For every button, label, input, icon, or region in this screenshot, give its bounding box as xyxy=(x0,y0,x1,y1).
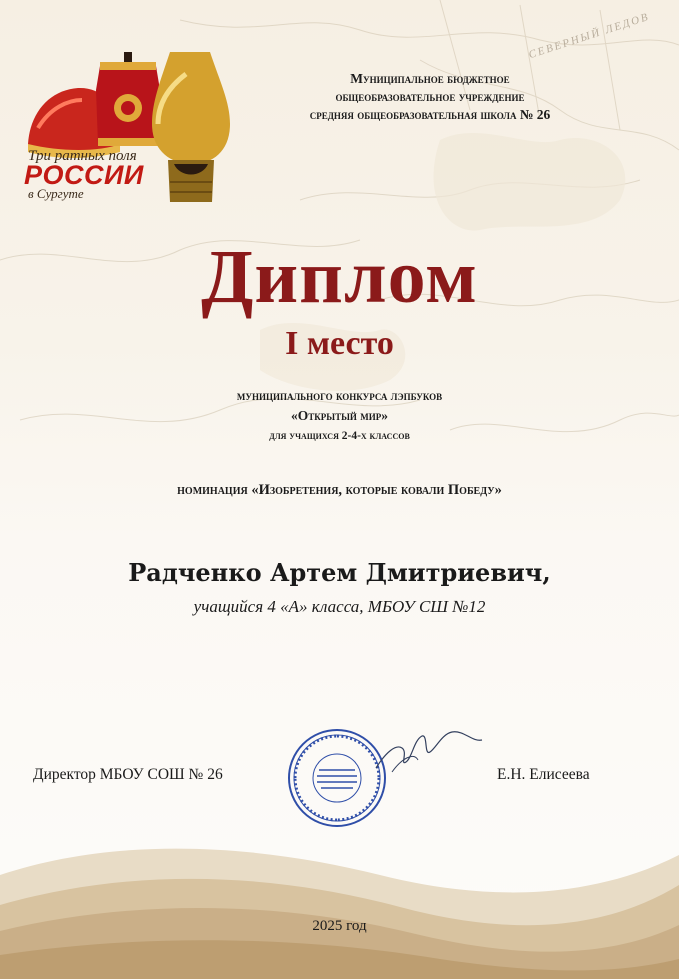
bottom-decorative-wave xyxy=(0,835,679,979)
recipient-details: учащийся 4 «А» класса, МБОУ СШ №12 xyxy=(193,597,486,616)
director-signature xyxy=(372,722,484,782)
nomination: номинация «Изобретения, которые ковали Победу» xyxy=(177,482,502,498)
diploma-title: Диплом xyxy=(201,235,478,319)
contest-line2: «Открытый мир» xyxy=(290,408,389,423)
contest-block xyxy=(0,386,679,446)
signatory-name: Е.Н. Елисеева xyxy=(497,766,590,783)
award-year: 2025 год xyxy=(312,918,367,934)
org-line1: Муниципальное бюджетное xyxy=(350,71,510,86)
org-line2: общеобразовательное учреждение xyxy=(335,89,525,104)
map-label-ocean: СЕВЕРНЫЙ ЛЕДОВ xyxy=(527,10,652,62)
place-award: I место xyxy=(285,325,394,362)
logo-text-line2: РОССИИ xyxy=(24,160,144,190)
contest-line1: муниципального конкурса лэпбуков xyxy=(236,388,443,403)
recipient-name: Радченко Артем Дмитриевич, xyxy=(128,558,551,587)
signatory-position: Директор МБОУ СОШ № 26 xyxy=(33,766,223,783)
contest-line3: для учащихся 2-4-х классов xyxy=(269,430,410,442)
organization-header xyxy=(230,70,630,124)
org-line3: средняя общеобразовательная школа № 26 xyxy=(309,107,551,122)
logo-text-line3: в Сургуте xyxy=(28,186,84,201)
logo-text-line1: Три ратных поля xyxy=(28,148,137,164)
